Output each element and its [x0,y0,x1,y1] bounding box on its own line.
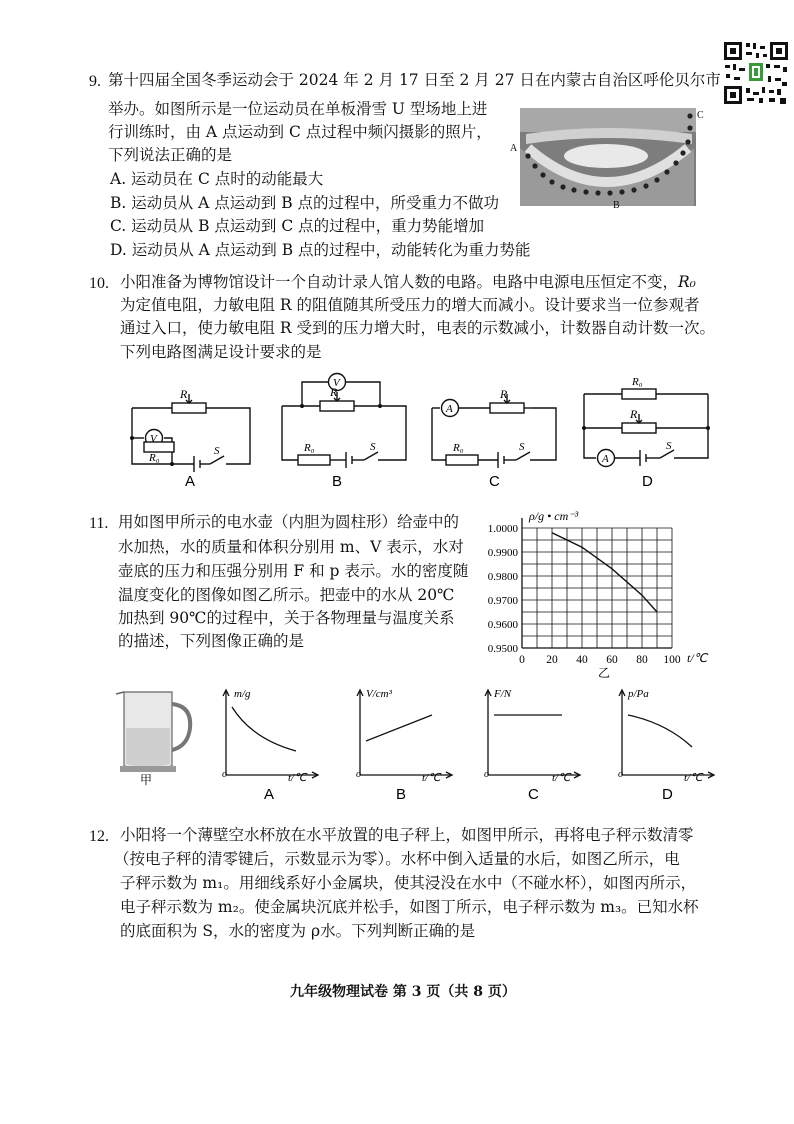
snowboard-halfpipe-photo [506,104,706,212]
circuit-a-r-label: R [180,387,188,401]
q12-stem-line2: （按电子秤的清零键后，示数显示为零）。水杯中倒入适量的水后，如图乙所示，电 [114,850,680,868]
circuit-a-r0-label: R₀ [149,452,160,464]
q11-stem-line1: 用如图甲所示的电水壶（内胆为圆柱形）给壶中的 [118,513,460,531]
graph-b-origin: o [356,769,361,780]
graph-c-xlabel: t/℃ [552,772,571,784]
kettle-caption: 甲 [140,773,153,786]
graph-option-a [222,685,332,805]
q9-option-d: D. 运动员从 A 点运动到 B 点的过程中，动能转化为重力势能 [110,241,531,259]
circuit-d-a-label: A [602,453,609,465]
graph-d-origin: o [618,769,623,780]
q9-option-a: A. 运动员在 C 点时的动能最大 [110,170,324,188]
y-tick-label: 0.9900 [487,547,518,559]
graph-b-option: B [396,786,407,803]
x-tick-label: 20 [546,654,558,666]
circuit-c-a-label: A [446,403,453,415]
graph-a-option: A [264,786,275,803]
y-tick-label: 0.9800 [487,571,518,583]
q11-stem-line3: 壶底的压力和压强分别用 F 和 p 表示。水的密度随 [118,562,469,580]
graph-a-curve [232,707,296,751]
circuit-b-s-label: S [370,441,376,453]
q9-stem-line2: 举办。如图所示是一位运动员在单板滑雪 U 型场地上进 [108,100,488,118]
circuit-c-option-label: C [489,473,500,490]
circuit-b-r0-label: R₀ [304,442,315,454]
circuit-d-s-label: S [666,440,672,452]
q12-stem-line3: 子秤示数为 m₁。用细线系好小金属块，使其浸没在水中（不碰水杯），如图丙所示， [120,874,697,892]
q12-stem-line5: 的底面积为 S，水的密度为 ρ水。下列判断正确的是 [120,922,476,940]
graph-a-xlabel: t/℃ [288,772,307,784]
circuit-a [122,382,262,492]
y-tick-label: 0.9700 [487,595,518,607]
q11-stem-line5: 加热到 90℃的过程中，关于各物理量与温度关系 [118,609,455,627]
q9-stem-line1: 第十四届全国冬季运动会于 2024 年 2 月 17 日至 2 月 27 日在内蒙古自治区呼伦贝尔市 [108,71,721,89]
density-chart-xlabel: t/℃ [687,651,708,665]
page-footer: 九年级物理试卷 第 3 页（共 8 页） [290,984,516,1000]
x-tick-label: 60 [606,654,618,666]
circuit-d-option-label: D [642,473,653,490]
q10-stem-line4: 下列电路图满足设计要求的是 [120,343,322,361]
q9-option-c: C. 运动员从 B 点运动到 C 点的过程中，重力势能增加 [110,217,485,235]
circuit-d [576,372,716,492]
q11-stem-line4: 温度变化的图像如图乙所示。把壶中的水从 20℃ [118,586,455,604]
q12-stem-line1: 小阳将一个薄壁空水杯放在水平放置的电子秤上，如图甲所示，再将电子秤示数清零 [120,826,694,844]
electric-kettle-figure [112,680,202,786]
photo-label-b: B [613,200,620,211]
q12-stem-line4: 电子秤示数为 m₂。使金属块沉底并松手，如图丁所示，电子秤示数为 m₃。已知水杯 [120,898,699,916]
circuit-b-r-label: R [330,385,338,399]
circuit-b-v-label: V [333,377,340,389]
circuit-a-option-label: A [185,473,196,490]
circuit-a-s-label: S [214,445,220,457]
q10-stem-line1: 小阳准备为博物馆设计一个自动计录人馆人数的电路。电路中电源电压恒定不变，R₀ [120,273,696,291]
q9-stem-line4: 下列说法正确的是 [108,146,233,164]
photo-label-a: A [510,143,518,154]
y-tick-label: 0.9600 [487,619,518,631]
graph-option-b [356,685,466,805]
q11-stem-line2: 水加热，水的质量和体积分别用 m、V 表示，水对 [118,538,464,556]
q10-stem-line2: 为定值电阻，力敏电阻 R 的阻值随其所受压力的增大而减小。设计要求当一位参观者 [120,296,700,314]
y-tick-label: 0.9500 [487,643,518,655]
q9-option-b: B. 运动员从 A 点运动到 B 点的过程中，所受重力不做功 [110,194,500,212]
graph-d-ylabel: p/Pa [628,688,649,700]
graph-option-c [484,685,594,805]
graph-a-ylabel: m/g [234,688,251,700]
q9-stem-line3: 行训练时，由 A 点运动到 C 点过程中频闪摄影的照片， [108,123,492,141]
circuit-c-r0-label: R₀ [453,442,464,454]
circuit-c-s-label: S [519,441,525,453]
circuit-c [426,382,566,492]
graph-b-ylabel: V/cm³ [366,688,392,700]
density-temperature-chart [474,506,724,678]
circuit-d-r0-label: R₀ [632,376,643,388]
x-tick-label: 0 [519,654,525,666]
graph-c-origin: o [484,769,489,780]
x-tick-label: 40 [576,654,588,666]
q11-number: 11. [89,515,109,532]
q12-number: 12. [89,828,109,845]
qr-code-icon [722,40,790,106]
circuit-b [274,372,414,492]
graph-option-d [618,685,728,805]
circuit-a-v-label: V [150,433,157,445]
photo-label-c: C [697,110,704,121]
circuit-c-r-label: R [500,387,508,401]
circuit-b-option-label: B [332,473,343,490]
y-tick-label: 1.0000 [487,523,518,535]
x-tick-label: 80 [636,654,648,666]
q9-number: 9. [89,73,101,90]
graph-d-xlabel: t/℃ [684,772,703,784]
graph-b-xlabel: t/℃ [422,772,441,784]
circuit-d-r-label: R [630,407,638,421]
q10-stem-line3: 通过入口，使力敏电阻 R 受到的压力增大时，电表的示数减小，计数器自动计数一次。 [120,319,716,337]
q11-stem-line6: 的描述，下列图像正确的是 [118,632,305,650]
graph-c-option: C [528,786,539,803]
graph-d-option: D [662,786,673,803]
q10-number: 10. [89,275,109,292]
density-chart-caption: 乙 [598,666,611,678]
x-tick-label: 100 [663,654,681,666]
graph-c-ylabel: F/N [494,688,512,700]
density-chart-ylabel: ρ/g • cm⁻³ [529,509,579,523]
graph-b-line [366,715,432,741]
graph-a-origin: o [222,769,227,780]
graph-d-curve [628,715,692,747]
